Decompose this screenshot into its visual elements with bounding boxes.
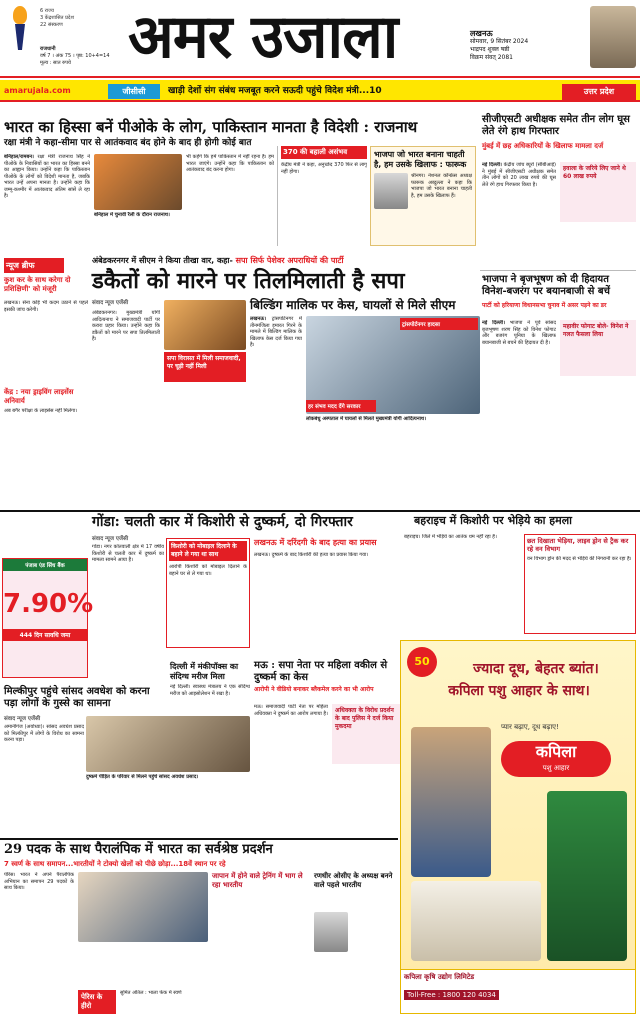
milkipur-photo-caption: दुष्कर्म पीड़ित के परिवार से मिलने पहुंचे सांसद अवधेश प्रसाद। <box>86 774 199 780</box>
bjp-story-box <box>370 146 476 246</box>
bahraich-headline[interactable]: बहराइच में किशोरी पर भेड़िये का हमला <box>414 514 573 527</box>
lead-headline[interactable]: भारत का हिस्सा बनें पीओके के लोग, पाकिस्तान मानता है विदेशी : राजनाथ <box>4 118 418 136</box>
randhir-photo <box>314 912 348 952</box>
kapila-ad[interactable] <box>400 640 636 1014</box>
cgst-dateline: नई दिल्ली। <box>482 162 502 168</box>
news-brief-headline[interactable]: कुश कर के साथ करेगा दो प्रशिक्षिणी' को मंजूरी <box>4 276 71 293</box>
athletes-photo <box>78 872 208 942</box>
kapila-company: कपिला कृषि उद्योग लिमिटेड <box>404 973 475 981</box>
building-red-tag: हर संभव मदद देंगे सरकार <box>306 400 376 412</box>
kapila-cow-photo <box>411 881 541 961</box>
news-brief-item2-body: अब बगैर परीक्षा के लाइसेंस नहीं मिलेगा। <box>4 408 78 414</box>
bank-name: पंजाब एंड सिंध बैंक <box>3 559 87 571</box>
paralympic-box2[interactable]: रणधीर ओसीए के अध्यक्ष बनने वाले पहले भारतीय <box>314 872 393 889</box>
portrait-photo <box>590 6 636 68</box>
brij-headline[interactable]: भाजपा ने बृजभूषण को दी हिदायत विनेश-बजरंग पर बयानबाजी से बचें <box>482 274 610 297</box>
kishori-box-body: आरोपी किशोरी को मोबाइल दिलाने के बहाने घर से ले गया था। <box>169 564 247 577</box>
issue-meta <box>40 46 120 67</box>
drone-box-title[interactable]: छत दिखाता भेड़िया, लाइव ड्रोन से ट्रैक कर रहे वन विभाग <box>527 537 629 553</box>
ticker-tag: जीसीसी <box>108 84 160 99</box>
side370-box <box>277 146 367 246</box>
milkipur-body: अमानीगंज (अयोध्या)। सांसद अवधेश प्रसाद को मिल्कीपुर में लोगों के विरोध का सामना करना पड़ा। <box>4 724 84 743</box>
milkipur-byline: संवाद न्यूज एजेंसी <box>4 716 41 722</box>
motto <box>40 8 120 29</box>
building-dateline: लखनऊ। <box>250 316 267 322</box>
paris-heroes-body: सुमित अंतिल : भाला फेंक में स्वर्ण <box>120 990 182 996</box>
kapila-sub: प्यार बढ़ाए, दूध बढ़ाए! <box>501 723 559 731</box>
divider <box>480 270 636 271</box>
price: मूल्य : सात रुपये <box>40 60 71 66</box>
ambedkar-byline: संवाद न्यूज एजेंसी <box>92 300 129 306</box>
ambedkar-kicker-highlight: सपा सिर्फ पेशेवर अपराधियों की पार्टी <box>235 256 344 265</box>
brij-body <box>482 320 556 500</box>
edition-city: लखनऊ <box>470 29 493 38</box>
kishori-box-title[interactable]: किशोरी को मोबाइल दिलाने के बहाने ले गया था साथ <box>169 541 247 561</box>
paralympic-box1-body <box>212 896 310 986</box>
kapila-years-badge: 50 <box>407 647 437 677</box>
building-text: ट्रांसपोर्टनगर में तीनमंजिला इमारत गिरने के मामले में बिल्डिंग मालिक के खिलाफ केस दर्ज किया गया है। <box>250 316 302 348</box>
brij-box: महावीर फोगाट बोले- विनेश ने गलत फैसला लिया <box>560 320 636 376</box>
bahraich-body: बहराइच। जिले में भेड़िये का आतंक थम नहीं रहा है। <box>404 534 497 540</box>
divider <box>0 510 640 512</box>
building-photo-caption: लोकबंधु अस्पताल में घायलों से मिलते मुख्यमंत्री योगी आदित्यनाथ। <box>306 416 426 422</box>
divider <box>0 838 398 840</box>
paralympic-box1[interactable]: जापान में होने वाले ट्रेनिंग में भाग ले रहा भारतीय <box>212 872 303 889</box>
kapila-brand: कपिला <box>535 742 577 761</box>
bjp-story-body: श्रीनगर। नेशनल कॉन्फ्रेंस अध्यक्ष फारूक अब्दुल्ला ने कहा कि भाजपा जो भारत बनाना चाहती है, हम उसके खिलाफ हैं। <box>411 173 472 199</box>
mau-body: मऊ। समाजवादी पार्टी नेता पर महिला अधिवक्ता ने दुष्कर्म का आरोप लगाया है। <box>254 704 328 717</box>
paralympic-subhead: 7 स्वर्ण के साथ समापन...भारतीयों ने टोक्यो खेलों को पीछे छोड़ा...18वें स्थान पर रहे <box>4 860 226 868</box>
lead-photo-caption: बनिहाल में चुनावी रैली के दौरान राजनाथ। <box>94 212 170 218</box>
building-photo-tag: ट्रांसपोर्टनगर हादसा <box>400 318 478 330</box>
mau-box: अधिवक्ता के विरोध प्रदर्शन के बाद पुलिस ने दर्ज किया मुकदमा <box>332 704 400 764</box>
building-body <box>250 316 302 416</box>
yogi-photo <box>164 300 246 350</box>
kapila-footer <box>401 969 635 1013</box>
rajnath-photo <box>94 154 182 210</box>
lead-text: रक्षा मंत्री राजनाथ सिंह ने पीओके के निवासियों का भारत का हिस्सा बनने का आह्वान किया। उन्होंने कहा कि पाकिस्तान पीओके के लोगों को विदेशी मानता है, जबकि भारत उन्हें अपना मानता है। उन्होंने कहा कि जम्मू-कश्मीर में आतंकवाद अंतिम सांसें ले रहा है। <box>4 154 90 199</box>
cgst-quote-box: हवाला के जरिये लिए जाने थे 60 लाख रुपये <box>560 162 636 222</box>
year-line: वर्ष 7 । अंक 75 । पृष्ठ: 10+4=14 <box>40 53 110 59</box>
paralympic-body: पेरिस। भारत ने अपने पैरालंपिक अभियान का समापन 29 पदकों के साथ किया। <box>4 872 74 891</box>
brij-subhead: पार्टी को हरियाणा विधानसभा चुनाव में असर पड़ने का डर <box>482 302 607 309</box>
news-brief-item2-title[interactable]: केंद्र : नया ड्राइविंग लाइसेंस अनिवार्य <box>4 388 74 405</box>
mau-headline[interactable]: मऊ : सपा नेता पर महिला वकील से दुष्कर्म का केस <box>254 660 388 683</box>
motto-line: 22 संस्करण <box>40 22 63 28</box>
building-headline[interactable]: बिल्डिंग मालिक पर केस, घायलों से मिले सीएम <box>250 298 456 312</box>
paris-heroes-tag: पेरिस के हीरो <box>78 990 116 1014</box>
lead-body <box>4 154 90 244</box>
milkipur-photo <box>86 716 250 772</box>
newspaper-brand[interactable]: अमर उजाला <box>128 2 398 72</box>
hindu-calendar: भाद्रपद शुक्ल षष्ठी <box>470 46 510 53</box>
brij-dateline: नई दिल्ली। <box>482 320 505 326</box>
ambedkar-body: अंबेडकरनगर। मुख्यमंत्री योगी आदित्यनाथ ने समाजवादी पार्टी पर करारा प्रहार किया। उन्होंने कहा कि डकैतों को मारने पर सपा तिलमिलाती है। <box>92 310 160 342</box>
farooq-photo <box>374 173 408 209</box>
bank-ad[interactable] <box>2 558 94 678</box>
kapila-product: पशु आहार <box>542 764 570 772</box>
kapila-tagline1: ज्यादा दूध, बेहतर ब्यांत। <box>473 661 599 677</box>
ticker-headline[interactable]: खाड़ी देशों संग संबंध मजबूत करने सऊदी पहुंचे विदेश मंत्री...10 <box>168 86 382 96</box>
cgst-subhead: मुंबई में छह अधिकारियों के खिलाफ मामला दर्ज <box>482 142 604 150</box>
brij-text: भाजपा ने पूर्व सांसद बृजभूषण शरण सिंह को विनेश फोगाट और बजरंग पूनिया के खिलाफ बयानबाजी से बचने की हिदायत दी है। <box>482 320 556 346</box>
state-tag: उत्तर प्रदेश <box>562 84 636 100</box>
kapila-model-photo <box>411 727 491 877</box>
cgst-headline[interactable]: सीजीएसटी अधीक्षक समेत तीन लोग घूस लेते रंगे हाथ गिरफ्तार <box>482 114 630 137</box>
capital-label: राजधानी <box>40 46 56 52</box>
cgst-text: केंद्रीय जांच ब्यूरो (सीबीआई) ने मुंबई में सीजीएसटी अधीक्षक समेत तीन लोगों को 20 लाख रुपये की घूस लेते रंगे हाथ गिरफ्तार किया है। <box>482 162 556 188</box>
lead-body-continued: भी कहेंगे कि हमें पाकिस्तान में नहीं रहना है। हम भारत जाएंगे। उन्होंने कहा कि पाकिस्तान को आतंकवाद बंद करना होगा। <box>186 154 274 173</box>
vikram-samvat: विक्रम संवत् 2081 <box>470 54 513 61</box>
motto-line: 6 राज्य <box>40 8 54 14</box>
ambedkar-kicker-text: अंबेडकरनगर में सीएम ने किया तीखा वार, कहा- <box>92 256 233 265</box>
edition-info <box>470 30 590 62</box>
torch-logo-icon <box>8 6 32 52</box>
lucknow-headline[interactable]: लखनऊ में दरिंदगी के बाद हत्या का प्रयास <box>254 538 377 547</box>
kishori-box <box>166 538 250 648</box>
drone-box-body: वन विभाग ड्रोन की मदद से भेड़िये की निगरानी कर रहा है। <box>527 556 632 562</box>
building-body-more <box>250 428 480 498</box>
bank-rate: 7.90% <box>3 589 94 619</box>
paralympic-box2-body <box>350 912 398 992</box>
side370-body: केंद्रीय मंत्री ने कहा, अनुच्छेद 370 फिर से लागू नहीं होगा। <box>281 162 367 175</box>
drone-box <box>524 534 636 634</box>
ambedkar-headline[interactable]: डकैतों को मारने पर तिलमिलाती है सपा <box>92 268 405 294</box>
mankeypox-title[interactable]: दिल्ली में मंकीपॉक्स का संदिग्ध मरीज मिला <box>170 662 239 681</box>
lucknow-body: लखनऊ। दुष्कर्म के बाद किशोरी की हत्या का प्रयास किया गया। <box>254 552 369 558</box>
bank-label: 444 दिन सावधि जमा <box>3 629 87 641</box>
bjp-story-title[interactable]: भाजपा जो भारत बनाना चाहती है, हम उसके खिलाफ : फारूक <box>374 150 467 169</box>
ambedkar-quote-box: सपा विरासत में मिली समाजवादी, पर चूड़ी नहीं मिली <box>164 352 246 382</box>
kapila-pack-photo <box>547 791 627 961</box>
cgst-body <box>482 162 556 262</box>
side370-title[interactable]: 370 की बहाली असंभव <box>281 146 367 159</box>
news-brief-tag: न्यूज ब्रीफ <box>4 258 64 273</box>
motto-line: 3 केंद्रशासित प्रदेश <box>40 15 74 21</box>
kapila-tollfree: Toll-Free : 1800 120 4034 <box>404 990 499 1000</box>
gonda-body: गोंडा। नगर कोतवाली क्षेत्र में 17 वर्षीय किशोरी से चलती कार में दुष्कर्म का मामला सामने आया है। <box>92 544 164 563</box>
gonda-headline[interactable]: गोंडा: चलती कार में किशोरी से दुष्कर्म, दो गिरफ्तार <box>92 514 353 530</box>
news-brief-body: लखनऊ। सेना कोई भी कदम उठाने से पहले इसकी जांच करेगी। <box>4 300 88 313</box>
site-link[interactable]: amarujala.com <box>4 86 71 95</box>
gonda-byline: संवाद न्यूज एजेंसी <box>92 536 129 542</box>
edition-date: सोमवार, 9 सितंबर 2024 <box>470 38 529 45</box>
lead-subhead: रक्षा मंत्री ने कहा-सीमा पार से आतंकवाद बंद होने के बाद ही होगी कोई बात <box>4 138 252 148</box>
kapila-tagline2: कपिला पशु आहार के साथ। <box>448 683 590 699</box>
milkipur-headline[interactable]: मिल्कीपुर पहुंचे सांसद अवधेश को करना पड़ा लोगों के गुस्से का सामना <box>4 686 150 709</box>
lead-dateline: बनिहाल/रामबन। <box>4 154 34 160</box>
mankeypox-body: नई दिल्ली। स्वास्थ्य मंत्रालय ने एक संदिग्ध मरीज को आइसोलेशन में रखा है। <box>170 684 250 697</box>
kapila-brand-logo <box>501 741 611 777</box>
mau-subhead: आरोपी ने वीडियो बनाकर ब्लैकमेल करने का भी आरोप <box>254 686 374 693</box>
ambedkar-kicker <box>92 256 480 266</box>
paralympic-headline[interactable]: 29 पदक के साथ पैरालंपिक में भारत का सर्वश्रेष्ठ प्रदर्शन <box>4 842 273 857</box>
